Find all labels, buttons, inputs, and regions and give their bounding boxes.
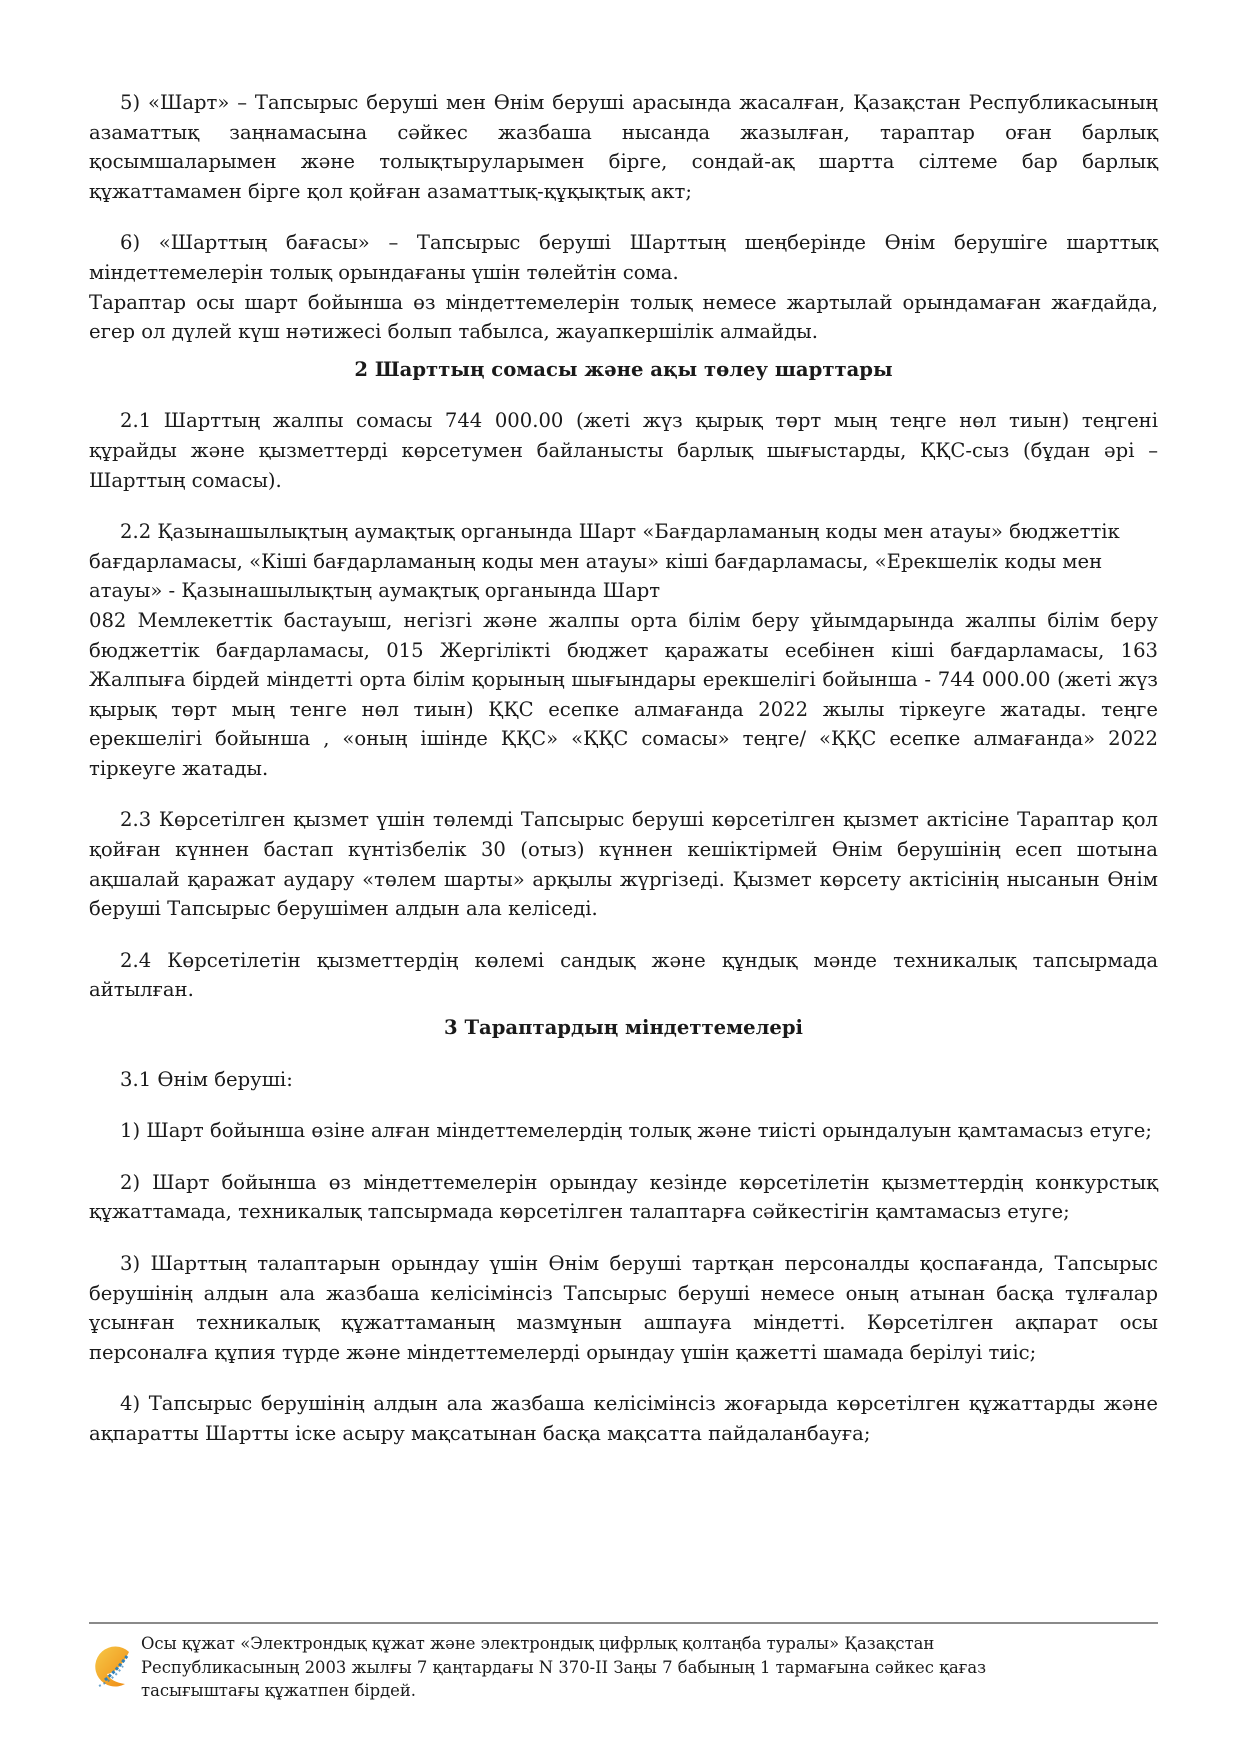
document-page [89,88,1158,1449]
obligation-item-2: 2) Шарт бойынша өз міндеттемелерін орындау кезінде көрсетілетін қызметтердің конкурстық құжаттамада, техникалық тапсырмада көрсетілген талаптарға сәйкестігін қамтамасыз етуге; [89,1170,1158,1224]
clause-2-2: 2.2 Қазынашылықтың аумақтық органында Шарт «Бағдарламаның коды мен атауы» бюджеттік бағдарламасы, «Кіші бағдарламаның коды мен атауы» кіші бағдарламасы, «Ерекшелік коды мен атауы» - Қазынашылықтың аумақтық органында Шарт [89,520,1120,603]
clause-2-1: 2.1 Шарттың жалпы сомасы 744 000.00 (жеті жүз қырық төрт мың теңге нөл тиын) теңгені құрайды және қызметтерді көрсетумен байланысты барлық шығыстарды, ҚҚС-сыз (бұдан әрі – Шарттың сомасы). [89,409,1158,492]
page-footer [89,1622,1158,1703]
definition-6: 6) «Шарттың бағасы» – Тапсырыс беруші Шарттың шеңберінде Өнім берушіге шарттық міндеттемелерін толық орындағаны үшін төлейтін сома. [89,231,1158,284]
clause-2-4: 2.4 Көрсетілетін қызметтердің көлемі сандық және құндық мәнде техникалық тапсырмада айтылған. [89,948,1158,1002]
clause-2-2-continuation: 082 Мемлекеттік бастауыш, негізгі және жалпы орта білім беру ұйымдарында жалпы білім беру бюджеттік бағдарламасы, 015 Жергілікті бюджет қаражаты есебінен кіші бағдарламасы, 163 Жалпыға бірдей міндетті орта білім қорының шығындары ерекшелігі бойынша - 744 000.00 (жеті жүз қырық төрт мың тенге нөл тиын) ҚҚС есепке алмағанда 2022 жылы тіркеуге жатады. теңге ерекшелігі бойынша , «оның ішінде ҚҚС» «ҚҚС сомасы» теңге/ «ҚҚС есепке алмағанда» 2022 тіркеуге жатады. [89,608,1158,780]
section-3-heading: 3 Тараптардың міндеттемелері [444,1016,803,1040]
force-majeure-note: Тараптар осы шарт бойынша өз міндеттемелерін толық немесе жартылай орындамаған жағдайда, егер ол дүлей күш нәтижесі болып табылса, жауапкершілік алмайды. [89,290,1158,344]
definition-5: 5) «Шарт» – Тапсырыс беруші мен Өнім беруші арасында жасалған, Қазақстан Республикасының азаматтық заңнамасына сәйкес жазбаша нысанда жазылған, тараптар оған барлық қосымшаларымен және толықтыруларымен бірге, сондай-ақ шартта сілтеме бар барлық құжаттамамен бірге қол қойған азаматтық-құқықтық акт; [89,91,1158,203]
footer-divider [89,1622,1158,1624]
section-2-heading: 2 Шарттың сомасы және ақы төлеу шарттары [354,357,893,381]
obligation-item-1: 1) Шарт бойынша өзіне алған міндеттемелердің толық және тиісті орындалуын қамтамасыз етуге; [120,1119,1152,1143]
clause-2-3: 2.3 Көрсетілген қызмет үшін төлемді Тапсырыс беруші көрсетілген қызмет актісіне Тараптар қол қойған күннен бастап күнтізбелік 30 (отыз) күннен кешіктірмей Өнім берушінің есеп шотына ақшалай қаражат аудару «төлем шарты» арқылы жүргізеді. Қызмет көрсету актісінің нысанын Өнім беруші Тапсырыс берушімен алдын ала келіседі. [89,808,1158,921]
footer-legal-notice: Осы құжат «Электрондық құжат және электрондық цифрлық қолтаңба туралы» Қазақстан Республикасының 2003 жылғы 7 қаңтардағы N 370-II Заңы 7 бабының 1 тармағына сәйкес қағаз тасығыштағы құжатпен бірдей. [141,1634,987,1700]
obligation-item-4: 4) Тапсырыс берушінің алдын ала жазбаша келісімінсіз жоғарыда көрсетілген құжаттарды және ақпаратты Шартты іске асыру мақсатынан басқа мақсатта пайдаланбауға; [89,1392,1158,1445]
obligation-item-3: 3) Шарттың талаптарын орындау үшін Өнім беруші тартқан персоналды қоспағанда, Тапсырыс берушінің алдын ала жазбаша келісімінсіз Тапсырыс беруші немесе оның атынан басқа тұлғалар ұсынған техникалық құжаттаманың мазмұнын ашпауға міндетті. Көрсетілген ақпарат осы персоналға құпия түрде және міндеттемелерді орындау үшін қажетті шамада берілуі тиіс; [89,1252,1158,1364]
egov-sun-logo-icon [89,1644,133,1694]
clause-3-1-subtitle: 3.1 Өнім беруші: [120,1067,293,1091]
